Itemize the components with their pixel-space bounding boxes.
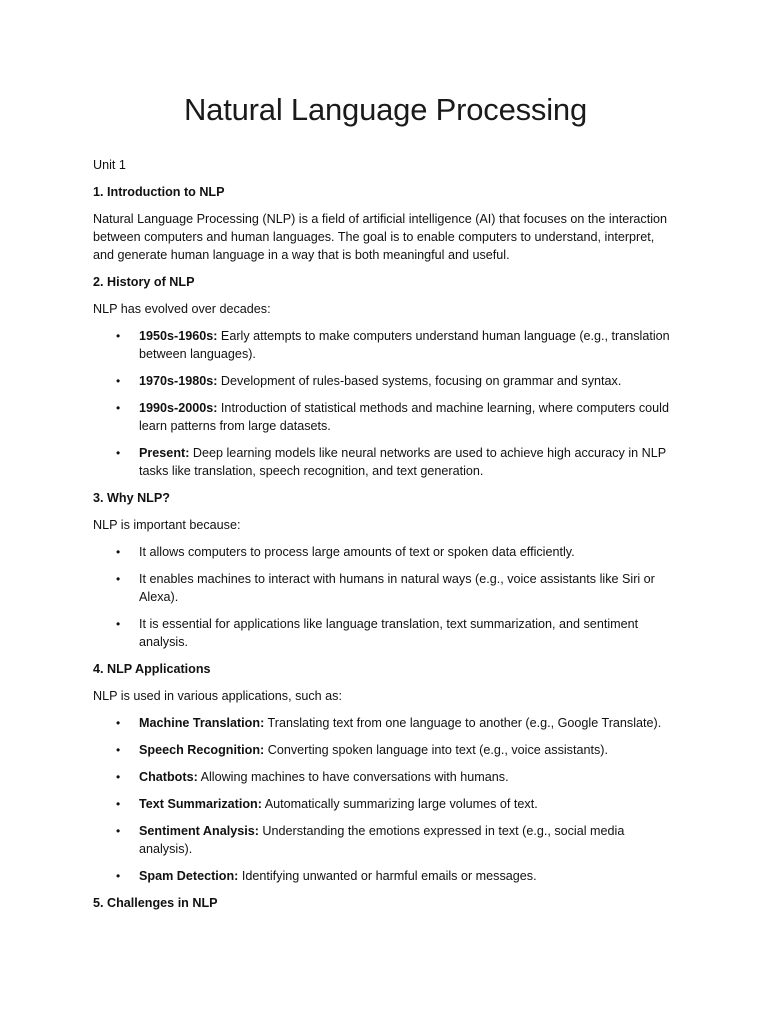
list-item-text: Converting spoken language into text (e.g., voice assistants). — [264, 743, 608, 757]
list-item-text: It enables machines to interact with humans in natural ways (e.g., voice assistants like Siri or Alexa). — [139, 572, 655, 604]
list-item — [116, 741, 678, 759]
list-item-term: Sentiment Analysis: — [139, 824, 259, 838]
list-item-term: Spam Detection: — [139, 869, 239, 883]
bullet-icon: • — [116, 824, 121, 838]
list-item-term: Text Summarization: — [139, 797, 262, 811]
bullet-icon: • — [116, 572, 121, 586]
list-item-text: Understanding the emotions expressed in text (e.g., social media analysis). — [139, 824, 625, 856]
section-heading-introduction: 1. Introduction to NLP — [93, 185, 225, 199]
why-nlp-list — [93, 543, 678, 651]
list-item — [116, 570, 678, 606]
list-item-term: Chatbots: — [139, 770, 198, 784]
section-heading-history: 2. History of NLP — [93, 275, 195, 289]
history-lead: NLP has evolved over decades: — [93, 302, 271, 316]
bullet-icon: • — [116, 743, 121, 757]
section-heading-why-nlp: 3. Why NLP? — [93, 491, 170, 505]
bullet-icon: • — [116, 374, 121, 388]
applications-lead: NLP is used in various applications, such as: — [93, 689, 342, 703]
list-item — [116, 615, 678, 651]
list-item-text: Development of rules-based systems, focusing on grammar and syntax. — [217, 374, 622, 388]
section-heading-applications: 4. NLP Applications — [93, 662, 211, 676]
bullet-icon: • — [116, 869, 121, 883]
list-item-term: Speech Recognition: — [139, 743, 265, 757]
bullet-icon: • — [116, 401, 121, 415]
list-item — [116, 444, 678, 480]
list-item-text: It allows computers to process large amounts of text or spoken data efficiently. — [139, 545, 575, 559]
introduction-paragraph: Natural Language Processing (NLP) is a field of artificial intelligence (AI) that focuses on the interaction between computers and human languages. The goal is to enable computers to understand, interpret, and generate human language in a way that is both meaningful and useful. — [93, 212, 668, 262]
list-item-text: Identifying unwanted or harmful emails or messages. — [238, 869, 537, 883]
bullet-icon: • — [116, 716, 121, 730]
bullet-icon: • — [116, 797, 121, 811]
bullet-icon: • — [116, 446, 121, 460]
applications-list — [93, 714, 678, 885]
document-title: Natural Language Processing — [183, 92, 588, 127]
bullet-icon: • — [116, 329, 121, 343]
history-list — [93, 327, 678, 480]
list-item-term: 1970s-1980s: — [139, 374, 218, 388]
unit-label: Unit 1 — [93, 158, 126, 172]
list-item-text: Deep learning models like neural networks are used to achieve high accuracy in NLP tasks like translation, speech recognition, and text generation. — [139, 446, 666, 478]
list-item-term: Machine Translation: — [139, 716, 265, 730]
list-item-text: Translating text from one language to another (e.g., Google Translate). — [264, 716, 662, 730]
list-item — [116, 372, 678, 390]
list-item — [116, 399, 678, 435]
list-item — [116, 795, 678, 813]
list-item — [116, 822, 678, 858]
list-item-term: Present: — [139, 446, 190, 460]
list-item-text: Automatically summarizing large volumes of text. — [261, 797, 538, 811]
list-item — [116, 327, 678, 363]
list-item — [116, 768, 678, 786]
list-item-text: It is essential for applications like language translation, text summarization, and sentiment analysis. — [139, 617, 639, 649]
bullet-icon: • — [116, 770, 121, 784]
bullet-icon: • — [116, 617, 121, 631]
list-item-text: Allowing machines to have conversations with humans. — [197, 770, 509, 784]
bullet-icon: • — [116, 545, 121, 559]
list-item-text: Early attempts to make computers understand human language (e.g., translation between languages). — [139, 329, 670, 361]
list-item — [116, 543, 678, 561]
list-item-term: 1990s-2000s: — [139, 401, 218, 415]
list-item — [116, 867, 678, 885]
list-item — [116, 714, 678, 732]
why-nlp-lead: NLP is important because: — [93, 518, 241, 532]
list-item-text: Introduction of statistical methods and machine learning, where computers could learn patterns from large datasets. — [139, 401, 669, 433]
section-heading-challenges: 5. Challenges in NLP — [93, 896, 218, 910]
list-item-term: 1950s-1960s: — [139, 329, 218, 343]
